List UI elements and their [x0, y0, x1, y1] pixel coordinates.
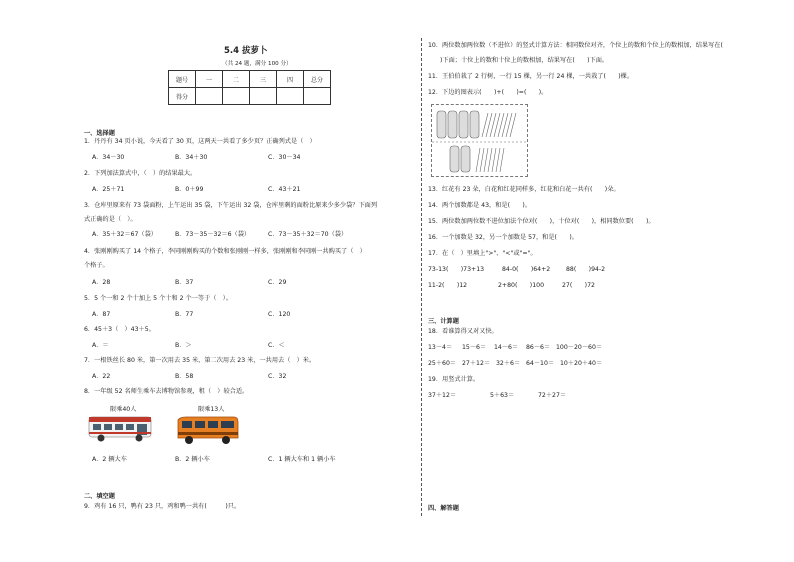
q5-option-a[interactable]: A．87 — [92, 311, 111, 318]
question-15: 15．两位数加两位数不进位加法个位对( )，十位对( )，相同数位要( )。 — [428, 218, 655, 225]
q19-expression[interactable]: 5＋63＝ — [490, 392, 515, 399]
city-bus-icon — [87, 414, 155, 444]
question-3-line2: 式正确的是（ ）。 — [84, 216, 137, 223]
section-choice-heading: 一、选择题 — [84, 130, 115, 137]
bus-small-capacity-label: 限乘13人 — [198, 406, 225, 413]
q17-comparison[interactable]: 73-13( )73+13 — [428, 266, 485, 273]
score-header-cell: 总分 — [304, 71, 331, 88]
q6-option-c[interactable]: C．＜ — [268, 342, 285, 349]
q17-comparison[interactable]: 11-2( )12 — [428, 282, 468, 289]
section-fill-heading: 二、填空题 — [84, 493, 115, 500]
page-title: 5.4 拔萝卜 — [224, 46, 268, 56]
question-4-line1: 4．张刚刚购买了 14 个格子，李同刚刚购买的个数和张刚刚一样多，张刚刚和李同刚一共购买了（ ） — [84, 248, 366, 255]
score-input-cell[interactable] — [223, 88, 250, 105]
score-header-cell: 一 — [196, 71, 223, 88]
q17-comparison[interactable]: 27( )72 — [562, 282, 595, 289]
q17-comparison[interactable]: 84-0( )64+2 — [502, 266, 551, 273]
question-4-line2: 个格子。 — [84, 262, 109, 269]
q7-option-b[interactable]: B．58 — [175, 373, 194, 380]
q3-option-a[interactable]: A．35＋32＝67（袋） — [92, 231, 157, 238]
q3-option-b[interactable]: B．73－35－32＝6（袋） — [175, 231, 251, 238]
q2-option-a[interactable]: A．25＋71 — [92, 186, 125, 193]
q18-expression[interactable]: 15－6＝ — [462, 344, 487, 351]
score-row-label: 得分 — [169, 88, 196, 105]
q3-option-c[interactable]: C．73－35＋32＝70（袋） — [268, 231, 348, 238]
score-header-cell: 四 — [277, 71, 304, 88]
question-13: 13．红花有 23 朵，白花和红花同样多，红花和白花一共有( )朵。 — [428, 186, 620, 193]
q18-expression[interactable]: 14－6＝ — [494, 344, 519, 351]
score-table-header-row — [169, 71, 331, 88]
question-1: 1．丹丹有 34 页小说，今天看了 30 页，这两天一共看了多少页？正确列式是（ ） — [84, 138, 316, 145]
q8-option-b[interactable]: B．2 辆小车 — [175, 456, 210, 463]
q17-comparison[interactable]: 2+80( )100 — [498, 282, 545, 289]
section-calc-heading: 三、计算题 — [428, 318, 459, 325]
question-6: 6．45＋3（ ）43＋5。 — [84, 326, 155, 333]
question-16: 16．一个加数是 32，另一个加数是 57，和是( )。 — [428, 234, 578, 241]
q1-option-a[interactable]: A．34－30 — [92, 154, 125, 161]
score-input-cell[interactable] — [304, 88, 331, 105]
question-18: 18．看谁算得又对又快。 — [428, 328, 498, 335]
question-19: 19．用竖式计算。 — [428, 376, 480, 383]
page-subtitle: （共 24 题，满分 100 分） — [222, 61, 292, 67]
q2-option-b[interactable]: B．0＋99 — [175, 186, 204, 193]
minibus-icon — [174, 414, 242, 446]
q18-expression[interactable]: 32＋6＝ — [496, 360, 521, 367]
q18-expression[interactable]: 13－4＝ — [428, 344, 453, 351]
section-word-problems-heading: 四、解答题 — [428, 505, 459, 512]
question-11: 11．王伯伯栽了 2 行树，一行 15 棵，另一行 24 棵，一共栽了( )棵。 — [428, 73, 634, 80]
question-3-line1: 3．仓库里原来有 73 袋面粉，上午运出 35 袋，下午运出 32 袋，仓库里剩的面粉比原来少多少袋？下面列 — [84, 202, 378, 209]
q5-option-c[interactable]: C．120 — [268, 311, 291, 318]
q18-expression[interactable]: 64－10＝ — [526, 360, 555, 367]
bundled-sticks-icon — [432, 105, 527, 176]
score-header-cell: 二 — [223, 71, 250, 88]
question-7: 7．一根铁丝长 80 米，第一次用去 35 米，第二次用去 23 米，一共用去（ ）米。 — [84, 357, 316, 364]
score-table — [168, 70, 331, 105]
q18-expression[interactable]: 86－6＝ — [526, 344, 551, 351]
q2-option-c[interactable]: C．43＋21 — [268, 186, 301, 193]
question-12: 12．下边的图表示( )+( )=( )。 — [428, 89, 548, 96]
column-divider — [421, 38, 422, 516]
q19-expression[interactable]: 72＋27＝ — [538, 392, 567, 399]
bus-large-capacity-label: 限乘40人 — [110, 406, 137, 413]
q6-option-a[interactable]: A．＝ — [92, 342, 109, 349]
q8-option-c[interactable]: C．1 辆大车和 1 辆小车 — [268, 456, 336, 463]
q18-expression[interactable]: 100－20－60＝ — [556, 344, 603, 351]
q5-option-b[interactable]: B．77 — [175, 311, 194, 318]
q19-expression[interactable]: 37＋12＝ — [428, 392, 457, 399]
q17-comparison[interactable]: 88( )94-2 — [566, 266, 606, 273]
question-10-line1: 10．两位数加两位数（不进位）的竖式计算方法：相同数位对齐，个位上的数和个位上的数相加，结果写在( — [428, 42, 723, 49]
question-2: 2．下列加法算式中，（ ）的结果最大。 — [84, 170, 197, 177]
score-header-cell: 题号 — [169, 71, 196, 88]
question-10-line2: )下面；十位上的数和十位上的数相加，结果写在( )下面。 — [440, 57, 609, 64]
q6-option-b[interactable]: B．＞ — [175, 342, 192, 349]
q4-option-b[interactable]: B．37 — [175, 279, 194, 286]
question-8: 8．一年级 52 名师生乘车去博物馆参观，租（ ）较合适。 — [84, 388, 249, 395]
score-table-score-row — [169, 88, 331, 105]
score-header-cell: 三 — [250, 71, 277, 88]
question-9: 9．鸡有 16 只，鸭有 23 只，鸡和鸭一共有( )只。 — [84, 503, 241, 510]
q8-option-a[interactable]: A．2 辆大车 — [92, 456, 127, 463]
q7-option-c[interactable]: C．32 — [268, 373, 287, 380]
q18-expression[interactable]: 27＋12＝ — [462, 360, 491, 367]
score-input-cell[interactable] — [277, 88, 304, 105]
question-17: 17．在（ ）里填上">"、"<"或"="。 — [428, 250, 537, 257]
question-5: 5．5 个一和 2 个十加上 5 个十和 2 个一等于（ ）。 — [84, 295, 232, 302]
question-14: 14．两个加数都是 43，和是( )。 — [428, 202, 531, 209]
q18-expression[interactable]: 25＋60＝ — [428, 360, 457, 367]
bundled-sticks-picture — [431, 104, 528, 177]
q18-expression[interactable]: 10＋20＋40＝ — [560, 360, 603, 367]
q4-option-c[interactable]: C．29 — [268, 279, 287, 286]
q7-option-a[interactable]: A．22 — [92, 373, 111, 380]
score-input-cell[interactable] — [196, 88, 223, 105]
score-input-cell[interactable] — [250, 88, 277, 105]
q1-option-c[interactable]: C．30－34 — [268, 154, 301, 161]
q4-option-a[interactable]: A．28 — [92, 279, 111, 286]
q1-option-b[interactable]: B．34＋30 — [175, 154, 208, 161]
